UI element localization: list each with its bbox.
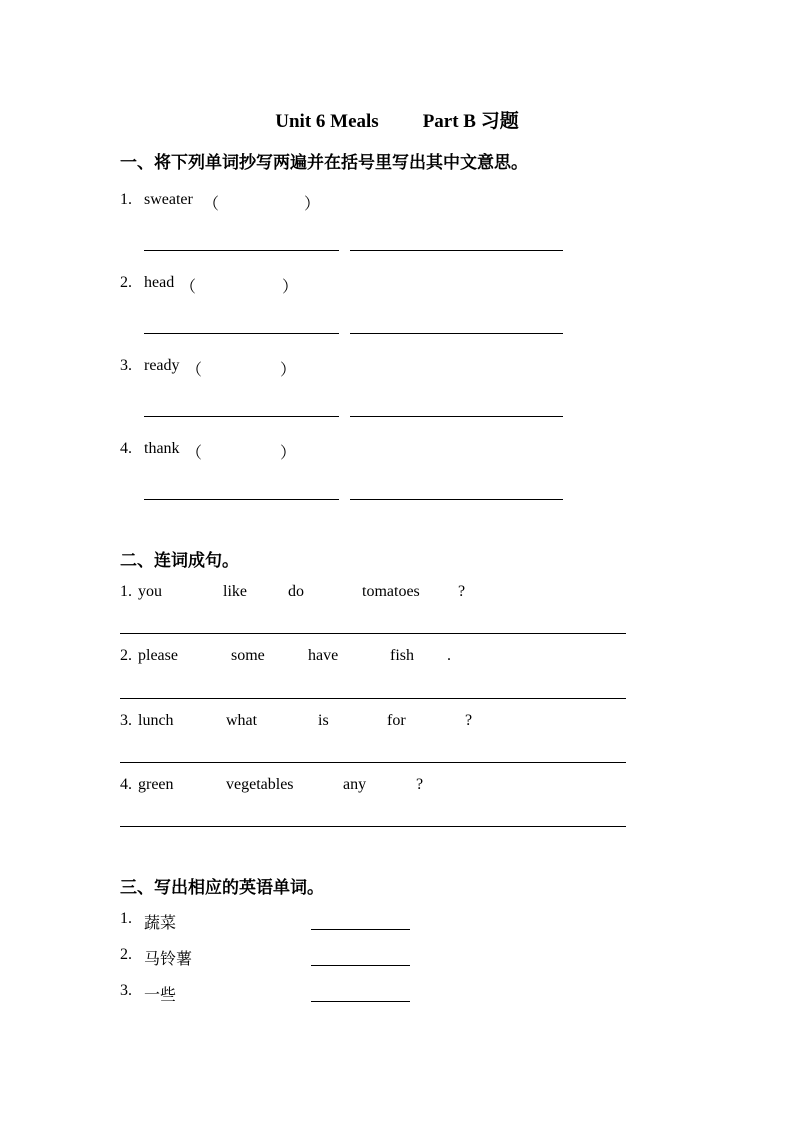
answer-line[interactable]	[120, 762, 626, 763]
answer-blank[interactable]	[311, 1001, 410, 1002]
open-paren: （	[180, 279, 197, 296]
item-number: 4.	[120, 440, 132, 457]
item-word: thank	[144, 440, 180, 457]
scrambled-word: ?	[458, 583, 466, 600]
scrambled-word: you	[138, 583, 162, 600]
copy-line[interactable]	[350, 499, 563, 500]
item-number: 3.	[120, 982, 132, 999]
scrambled-word: vegetables	[226, 776, 294, 793]
scrambled-word: .	[447, 647, 451, 664]
item-number: 3.	[120, 357, 132, 374]
item-word: sweater	[144, 191, 193, 208]
answer-blank[interactable]	[311, 965, 410, 966]
copy-line[interactable]	[350, 333, 563, 334]
chinese-word: 马铃薯	[144, 951, 193, 968]
section1-heading: 一、将下列单词抄写两遍并在括号里写出其中文意思。	[120, 153, 528, 172]
item-number: 2.	[120, 647, 132, 664]
title-unit: Unit 6 Meals	[275, 111, 379, 132]
scrambled-word: what	[226, 712, 258, 729]
item-number: 2.	[120, 274, 132, 291]
item-number: 1.	[120, 583, 132, 600]
scrambled-word: like	[223, 583, 247, 600]
item-number: 4.	[120, 776, 132, 793]
scrambled-word: ?	[416, 776, 424, 793]
item-word: ready	[144, 357, 180, 374]
open-paren: （	[186, 445, 203, 462]
close-paren: ）	[304, 196, 321, 213]
scrambled-word: some	[231, 647, 265, 664]
scrambled-word: fish	[390, 647, 414, 664]
open-paren: （	[203, 196, 220, 213]
chinese-word: 蔬菜	[144, 915, 177, 932]
scrambled-word: tomatoes	[362, 583, 420, 600]
copy-line[interactable]	[144, 250, 339, 251]
scrambled-word: please	[138, 647, 178, 664]
scrambled-word: have	[308, 647, 339, 664]
scrambled-word: for	[387, 712, 406, 729]
scrambled-word: do	[288, 583, 304, 600]
title-part: Part B 习题	[422, 111, 519, 132]
copy-line[interactable]	[350, 416, 563, 417]
scrambled-word: ?	[465, 712, 473, 729]
close-paren: ）	[280, 362, 297, 379]
answer-line[interactable]	[120, 633, 626, 634]
scrambled-word: lunch	[138, 712, 174, 729]
item-number: 2.	[120, 946, 132, 963]
item-number: 1.	[120, 910, 132, 927]
item-number: 1.	[120, 191, 132, 208]
item-number: 3.	[120, 712, 132, 729]
section2-heading: 二、连词成句。	[120, 551, 239, 570]
close-paren: ）	[282, 279, 299, 296]
scrambled-word: is	[318, 712, 329, 729]
open-paren: （	[186, 362, 203, 379]
answer-line[interactable]	[120, 698, 626, 699]
chinese-word: 一些	[144, 987, 177, 1004]
answer-blank[interactable]	[311, 929, 410, 930]
copy-line[interactable]	[144, 499, 339, 500]
page-title	[0, 106, 794, 133]
scrambled-word: green	[138, 776, 174, 793]
item-word: head	[144, 274, 175, 291]
section3-heading: 三、写出相应的英语单词。	[120, 878, 324, 897]
copy-line[interactable]	[350, 250, 563, 251]
copy-line[interactable]	[144, 333, 339, 334]
close-paren: ）	[280, 445, 297, 462]
copy-line[interactable]	[144, 416, 339, 417]
scrambled-word: any	[343, 776, 367, 793]
answer-line[interactable]	[120, 826, 626, 827]
